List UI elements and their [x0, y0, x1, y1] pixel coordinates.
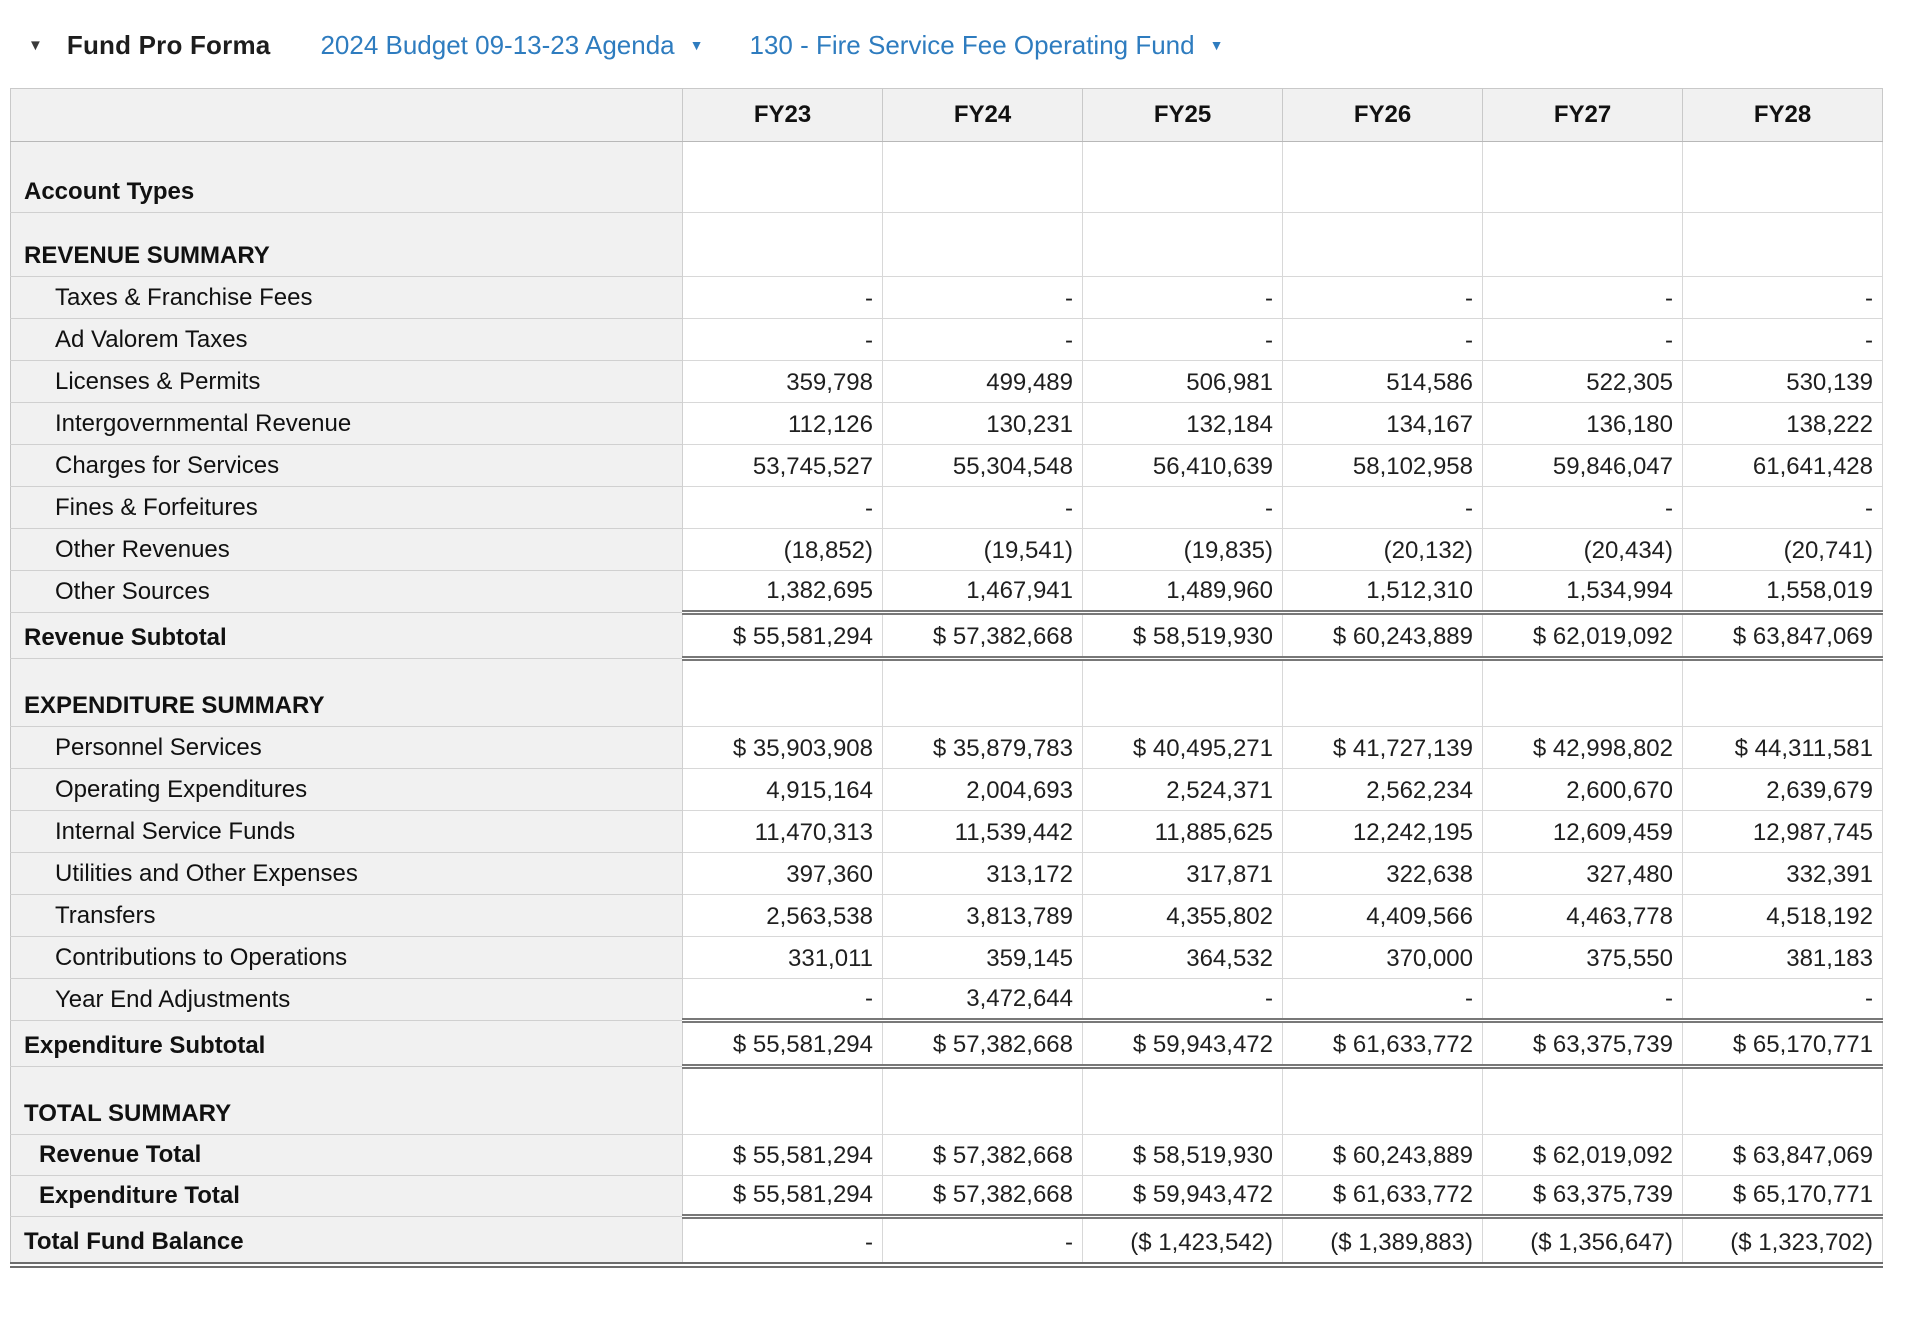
cell-total-summary-fy24 [883, 1067, 1083, 1135]
row-expenditure-summary [11, 659, 1883, 727]
cell-licenses-permits-fy28: 530,139 [1683, 361, 1883, 403]
cell-licenses-permits-fy25: 506,981 [1083, 361, 1283, 403]
collapse-caret-icon[interactable]: ▼ [28, 36, 43, 54]
contributions-to-operations-label: Contributions to Operations [11, 937, 683, 979]
chevron-down-icon: ▼ [689, 37, 704, 53]
row-intergovernmental-revenue [11, 403, 1883, 445]
cell-other-revenues-fy27: (20,434) [1483, 529, 1683, 571]
cell-charges-for-services-fy26: 58,102,958 [1283, 445, 1483, 487]
toolbar [28, 22, 1920, 68]
cell-transfers-fy27: 4,463,778 [1483, 895, 1683, 937]
cell-expenditure-subtotal-fy26: $ 61,633,772 [1283, 1021, 1483, 1067]
cell-total-summary-fy25 [1083, 1067, 1283, 1135]
row-other-sources [11, 571, 1883, 613]
row-other-revenues [11, 529, 1883, 571]
cell-personnel-services-fy23: $ 35,903,908 [683, 727, 883, 769]
cell-total-fund-balance-fy27: ($ 1,356,647) [1483, 1217, 1683, 1265]
cell-ad-valorem-taxes-fy28: - [1683, 319, 1883, 361]
cell-contributions-to-operations-fy28: 381,183 [1683, 937, 1883, 979]
cell-operating-expenditures-fy23: 4,915,164 [683, 769, 883, 811]
cell-internal-service-funds-fy24: 11,539,442 [883, 811, 1083, 853]
col-header-fy25: FY25 [1083, 89, 1283, 142]
cell-revenue-summary-fy27 [1483, 213, 1683, 277]
cell-other-sources-fy23: 1,382,695 [683, 571, 883, 613]
cell-internal-service-funds-fy23: 11,470,313 [683, 811, 883, 853]
cell-transfers-fy23: 2,563,538 [683, 895, 883, 937]
cell-licenses-permits-fy27: 522,305 [1483, 361, 1683, 403]
cell-contributions-to-operations-fy23: 331,011 [683, 937, 883, 979]
cell-fines-forfeitures-fy23: - [683, 487, 883, 529]
cell-internal-service-funds-fy27: 12,609,459 [1483, 811, 1683, 853]
cell-total-fund-balance-fy24: - [883, 1217, 1083, 1265]
cell-personnel-services-fy27: $ 42,998,802 [1483, 727, 1683, 769]
cell-total-summary-fy26 [1283, 1067, 1483, 1135]
cell-taxes-franchise-fees-fy24: - [883, 277, 1083, 319]
cell-expenditure-total-fy27: $ 63,375,739 [1483, 1176, 1683, 1217]
cell-ad-valorem-taxes-fy24: - [883, 319, 1083, 361]
transfers-label: Transfers [11, 895, 683, 937]
cell-revenue-summary-fy24 [883, 213, 1083, 277]
expenditure-summary-label: EXPENDITURE SUMMARY [11, 659, 683, 727]
internal-service-funds-label: Internal Service Funds [11, 811, 683, 853]
cell-charges-for-services-fy24: 55,304,548 [883, 445, 1083, 487]
cell-licenses-permits-fy24: 499,489 [883, 361, 1083, 403]
cell-fines-forfeitures-fy25: - [1083, 487, 1283, 529]
account-types-label: Account Types [11, 142, 683, 213]
cell-other-revenues-fy28: (20,741) [1683, 529, 1883, 571]
cell-total-summary-fy28 [1683, 1067, 1883, 1135]
total-fund-balance-label: Total Fund Balance [11, 1217, 683, 1265]
budget-version-dropdown-label: 2024 Budget 09-13-23 Agenda [320, 29, 675, 60]
cell-charges-for-services-fy23: 53,745,527 [683, 445, 883, 487]
row-revenue-summary [11, 213, 1883, 277]
cell-total-fund-balance-fy26: ($ 1,389,883) [1283, 1217, 1483, 1265]
cell-expenditure-total-fy24: $ 57,382,668 [883, 1176, 1083, 1217]
cell-ad-valorem-taxes-fy26: - [1283, 319, 1483, 361]
cell-other-sources-fy28: 1,558,019 [1683, 571, 1883, 613]
cell-operating-expenditures-fy26: 2,562,234 [1283, 769, 1483, 811]
chevron-down-icon: ▼ [1209, 37, 1224, 53]
cell-utilities-and-other-expenses-fy25: 317,871 [1083, 853, 1283, 895]
cell-transfers-fy25: 4,355,802 [1083, 895, 1283, 937]
cell-intergovernmental-revenue-fy23: 112,126 [683, 403, 883, 445]
revenue-summary-label: REVENUE SUMMARY [11, 213, 683, 277]
row-total-summary [11, 1067, 1883, 1135]
column-header-row [11, 89, 1883, 142]
cell-taxes-franchise-fees-fy23: - [683, 277, 883, 319]
row-operating-expenditures [11, 769, 1883, 811]
fines-forfeitures-label: Fines & Forfeitures [11, 487, 683, 529]
cell-contributions-to-operations-fy26: 370,000 [1283, 937, 1483, 979]
charges-for-services-label: Charges for Services [11, 445, 683, 487]
row-expenditure-subtotal [11, 1021, 1883, 1067]
cell-revenue-subtotal-fy26: $ 60,243,889 [1283, 613, 1483, 659]
expenditure-subtotal-label: Expenditure Subtotal [11, 1021, 683, 1067]
col-header-fy26: FY26 [1283, 89, 1483, 142]
col-header-fy28: FY28 [1683, 89, 1883, 142]
cell-charges-for-services-fy25: 56,410,639 [1083, 445, 1283, 487]
row-transfers [11, 895, 1883, 937]
expenditure-total-label: Expenditure Total [11, 1176, 683, 1217]
cell-total-summary-fy23 [683, 1067, 883, 1135]
revenue-total-label: Revenue Total [11, 1135, 683, 1176]
cell-total-fund-balance-fy23: - [683, 1217, 883, 1265]
cell-contributions-to-operations-fy25: 364,532 [1083, 937, 1283, 979]
cell-other-revenues-fy25: (19,835) [1083, 529, 1283, 571]
cell-personnel-services-fy26: $ 41,727,139 [1283, 727, 1483, 769]
budget-version-dropdown[interactable] [320, 30, 703, 61]
row-contributions-to-operations [11, 937, 1883, 979]
revenue-subtotal-label: Revenue Subtotal [11, 613, 683, 659]
cell-fines-forfeitures-fy24: - [883, 487, 1083, 529]
cell-revenue-subtotal-fy24: $ 57,382,668 [883, 613, 1083, 659]
cell-account-types-fy24 [883, 142, 1083, 213]
cell-account-types-fy28 [1683, 142, 1883, 213]
cell-revenue-total-fy28: $ 63,847,069 [1683, 1135, 1883, 1176]
cell-expenditure-total-fy26: $ 61,633,772 [1283, 1176, 1483, 1217]
cell-personnel-services-fy28: $ 44,311,581 [1683, 727, 1883, 769]
cell-operating-expenditures-fy27: 2,600,670 [1483, 769, 1683, 811]
corner-cell [11, 89, 683, 142]
cell-expenditure-total-fy23: $ 55,581,294 [683, 1176, 883, 1217]
utilities-and-other-expenses-label: Utilities and Other Expenses [11, 853, 683, 895]
cell-other-revenues-fy26: (20,132) [1283, 529, 1483, 571]
cell-ad-valorem-taxes-fy27: - [1483, 319, 1683, 361]
cell-expenditure-summary-fy27 [1483, 659, 1683, 727]
cell-charges-for-services-fy27: 59,846,047 [1483, 445, 1683, 487]
cell-other-sources-fy26: 1,512,310 [1283, 571, 1483, 613]
cell-other-revenues-fy24: (19,541) [883, 529, 1083, 571]
col-header-fy27: FY27 [1483, 89, 1683, 142]
cell-revenue-subtotal-fy23: $ 55,581,294 [683, 613, 883, 659]
cell-intergovernmental-revenue-fy24: 130,231 [883, 403, 1083, 445]
ad-valorem-taxes-label: Ad Valorem Taxes [11, 319, 683, 361]
cell-internal-service-funds-fy26: 12,242,195 [1283, 811, 1483, 853]
cell-expenditure-total-fy28: $ 65,170,771 [1683, 1176, 1883, 1217]
cell-revenue-subtotal-fy27: $ 62,019,092 [1483, 613, 1683, 659]
cell-internal-service-funds-fy25: 11,885,625 [1083, 811, 1283, 853]
cell-revenue-subtotal-fy25: $ 58,519,930 [1083, 613, 1283, 659]
row-fines-forfeitures [11, 487, 1883, 529]
cell-account-types-fy27 [1483, 142, 1683, 213]
row-expenditure-total [11, 1176, 1883, 1217]
cell-intergovernmental-revenue-fy26: 134,167 [1283, 403, 1483, 445]
row-revenue-subtotal [11, 613, 1883, 659]
cell-transfers-fy24: 3,813,789 [883, 895, 1083, 937]
cell-other-sources-fy25: 1,489,960 [1083, 571, 1283, 613]
cell-year-end-adjustments-fy23: - [683, 979, 883, 1021]
cell-contributions-to-operations-fy24: 359,145 [883, 937, 1083, 979]
cell-other-sources-fy27: 1,534,994 [1483, 571, 1683, 613]
cell-expenditure-subtotal-fy27: $ 63,375,739 [1483, 1021, 1683, 1067]
cell-fines-forfeitures-fy27: - [1483, 487, 1683, 529]
fund-pro-forma-table [10, 88, 1883, 1268]
cell-expenditure-subtotal-fy28: $ 65,170,771 [1683, 1021, 1883, 1067]
cell-year-end-adjustments-fy27: - [1483, 979, 1683, 1021]
cell-revenue-subtotal-fy28: $ 63,847,069 [1683, 613, 1883, 659]
cell-revenue-total-fy25: $ 58,519,930 [1083, 1135, 1283, 1176]
page-title: Fund Pro Forma [66, 29, 271, 60]
fund-dropdown-label: 130 - Fire Service Fee Operating Fund [749, 29, 1195, 60]
cell-revenue-total-fy24: $ 57,382,668 [883, 1135, 1083, 1176]
cell-ad-valorem-taxes-fy23: - [683, 319, 883, 361]
cell-total-summary-fy27 [1483, 1067, 1683, 1135]
intergovernmental-revenue-label: Intergovernmental Revenue [11, 403, 683, 445]
row-taxes-franchise-fees [11, 277, 1883, 319]
operating-expenditures-label: Operating Expenditures [11, 769, 683, 811]
cell-utilities-and-other-expenses-fy28: 332,391 [1683, 853, 1883, 895]
cell-account-types-fy25 [1083, 142, 1283, 213]
cell-operating-expenditures-fy28: 2,639,679 [1683, 769, 1883, 811]
taxes-franchise-fees-label: Taxes & Franchise Fees [11, 277, 683, 319]
row-licenses-permits [11, 361, 1883, 403]
cell-taxes-franchise-fees-fy26: - [1283, 277, 1483, 319]
cell-other-revenues-fy23: (18,852) [683, 529, 883, 571]
cell-utilities-and-other-expenses-fy26: 322,638 [1283, 853, 1483, 895]
cell-expenditure-summary-fy24 [883, 659, 1083, 727]
cell-expenditure-subtotal-fy24: $ 57,382,668 [883, 1021, 1083, 1067]
cell-transfers-fy26: 4,409,566 [1283, 895, 1483, 937]
cell-expenditure-subtotal-fy25: $ 59,943,472 [1083, 1021, 1283, 1067]
other-revenues-label: Other Revenues [11, 529, 683, 571]
cell-intergovernmental-revenue-fy27: 136,180 [1483, 403, 1683, 445]
cell-licenses-permits-fy26: 514,586 [1283, 361, 1483, 403]
row-internal-service-funds [11, 811, 1883, 853]
cell-revenue-summary-fy23 [683, 213, 883, 277]
cell-charges-for-services-fy28: 61,641,428 [1683, 445, 1883, 487]
row-account-types [11, 142, 1883, 213]
cell-taxes-franchise-fees-fy28: - [1683, 277, 1883, 319]
year-end-adjustments-label: Year End Adjustments [11, 979, 683, 1021]
row-total-fund-balance [11, 1217, 1883, 1265]
cell-ad-valorem-taxes-fy25: - [1083, 319, 1283, 361]
row-year-end-adjustments [11, 979, 1883, 1021]
cell-fines-forfeitures-fy28: - [1683, 487, 1883, 529]
cell-transfers-fy28: 4,518,192 [1683, 895, 1883, 937]
col-header-fy24: FY24 [883, 89, 1083, 142]
fund-dropdown[interactable] [750, 30, 1224, 61]
col-header-fy23: FY23 [683, 89, 883, 142]
cell-revenue-total-fy23: $ 55,581,294 [683, 1135, 883, 1176]
total-summary-label: TOTAL SUMMARY [11, 1067, 683, 1135]
cell-contributions-to-operations-fy27: 375,550 [1483, 937, 1683, 979]
cell-fines-forfeitures-fy26: - [1283, 487, 1483, 529]
cell-taxes-franchise-fees-fy25: - [1083, 277, 1283, 319]
cell-licenses-permits-fy23: 359,798 [683, 361, 883, 403]
cell-revenue-summary-fy28 [1683, 213, 1883, 277]
cell-expenditure-summary-fy28 [1683, 659, 1883, 727]
cell-utilities-and-other-expenses-fy23: 397,360 [683, 853, 883, 895]
row-ad-valorem-taxes [11, 319, 1883, 361]
cell-revenue-summary-fy25 [1083, 213, 1283, 277]
personnel-services-label: Personnel Services [11, 727, 683, 769]
cell-year-end-adjustments-fy24: 3,472,644 [883, 979, 1083, 1021]
cell-personnel-services-fy24: $ 35,879,783 [883, 727, 1083, 769]
cell-year-end-adjustments-fy28: - [1683, 979, 1883, 1021]
cell-intergovernmental-revenue-fy28: 138,222 [1683, 403, 1883, 445]
cell-expenditure-subtotal-fy23: $ 55,581,294 [683, 1021, 883, 1067]
cell-total-fund-balance-fy28: ($ 1,323,702) [1683, 1217, 1883, 1265]
cell-personnel-services-fy25: $ 40,495,271 [1083, 727, 1283, 769]
row-utilities-and-other-expenses [11, 853, 1883, 895]
cell-internal-service-funds-fy28: 12,987,745 [1683, 811, 1883, 853]
cell-revenue-summary-fy26 [1283, 213, 1483, 277]
licenses-permits-label: Licenses & Permits [11, 361, 683, 403]
row-charges-for-services [11, 445, 1883, 487]
cell-other-sources-fy24: 1,467,941 [883, 571, 1083, 613]
table-body [11, 142, 1883, 1265]
cell-account-types-fy26 [1283, 142, 1483, 213]
cell-expenditure-summary-fy25 [1083, 659, 1283, 727]
cell-account-types-fy23 [683, 142, 883, 213]
cell-revenue-total-fy27: $ 62,019,092 [1483, 1135, 1683, 1176]
cell-expenditure-summary-fy23 [683, 659, 883, 727]
other-sources-label: Other Sources [11, 571, 683, 613]
cell-operating-expenditures-fy24: 2,004,693 [883, 769, 1083, 811]
cell-operating-expenditures-fy25: 2,524,371 [1083, 769, 1283, 811]
cell-expenditure-summary-fy26 [1283, 659, 1483, 727]
cell-intergovernmental-revenue-fy25: 132,184 [1083, 403, 1283, 445]
cell-expenditure-total-fy25: $ 59,943,472 [1083, 1176, 1283, 1217]
cell-utilities-and-other-expenses-fy24: 313,172 [883, 853, 1083, 895]
cell-year-end-adjustments-fy26: - [1283, 979, 1483, 1021]
cell-utilities-and-other-expenses-fy27: 327,480 [1483, 853, 1683, 895]
cell-taxes-franchise-fees-fy27: - [1483, 277, 1683, 319]
table-header [11, 89, 1883, 142]
cell-year-end-adjustments-fy25: - [1083, 979, 1283, 1021]
cell-revenue-total-fy26: $ 60,243,889 [1283, 1135, 1483, 1176]
row-personnel-services [11, 727, 1883, 769]
row-revenue-total [11, 1135, 1883, 1176]
cell-total-fund-balance-fy25: ($ 1,423,542) [1083, 1217, 1283, 1265]
